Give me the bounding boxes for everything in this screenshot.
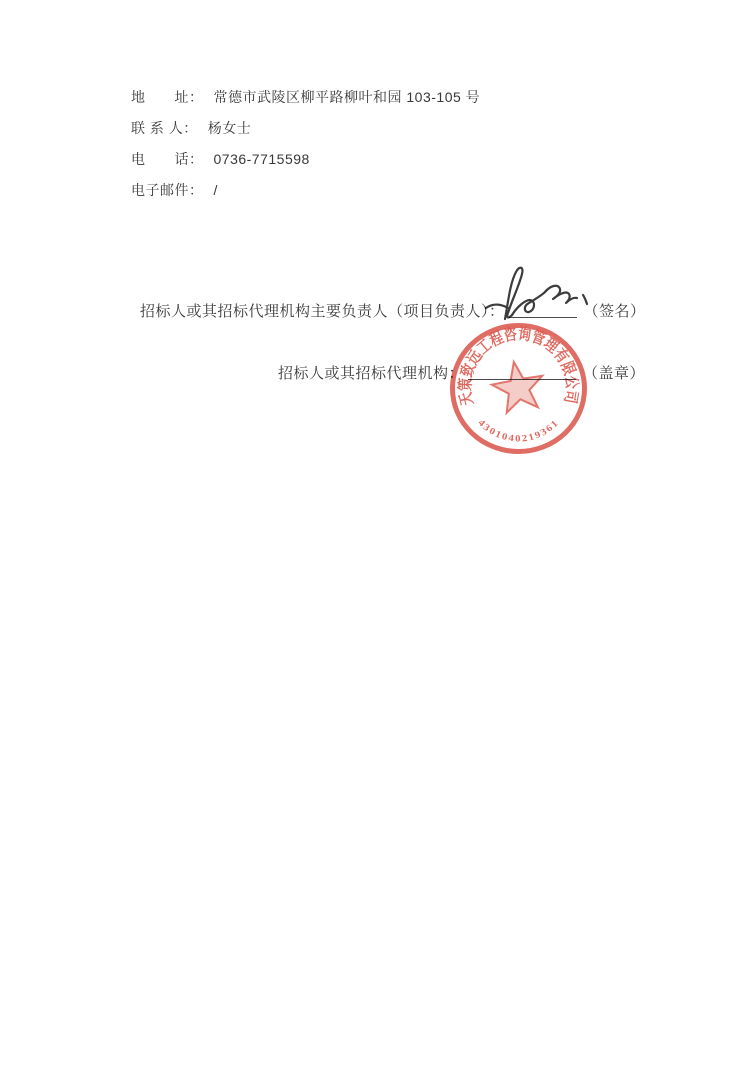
agency-seal-label: 招标人或其招标代理机构： <box>278 365 465 382</box>
contact-info-block <box>131 87 480 211</box>
contact-row-address <box>131 87 481 105</box>
email-label: 电子邮件： <box>131 182 204 198</box>
address-label: 地 址： <box>131 89 204 105</box>
principal-signature-label: 招标人或其招标代理机构主要负责人（项目负责人）： <box>140 303 505 320</box>
contact-person-value: 杨女士 <box>207 120 252 136</box>
contact-row-phone <box>131 149 480 167</box>
seal-star-icon <box>492 362 543 413</box>
address-value: 常德市武陵区柳平路柳叶和园 103-105 号 <box>213 89 481 105</box>
contact-row-email <box>131 180 480 198</box>
stamp-here-suffix: （盖章） <box>583 365 646 382</box>
contact-person-label: 联 系 人： <box>131 120 198 136</box>
seal-company-name: 天策致远工程咨询管理有限公司 <box>456 325 581 408</box>
contact-row-person <box>131 118 480 136</box>
company-seal <box>447 320 590 457</box>
phone-value: 0736-7715598 <box>213 151 310 167</box>
handwritten-signature <box>483 263 595 323</box>
seal-serial-number: 4301040219361 <box>475 418 562 445</box>
email-value: / <box>213 182 218 198</box>
svg-text:4301040219361 <box>476 418 562 445</box>
phone-label: 电 话： <box>131 151 204 167</box>
sign-here-suffix: （签名） <box>583 303 646 320</box>
